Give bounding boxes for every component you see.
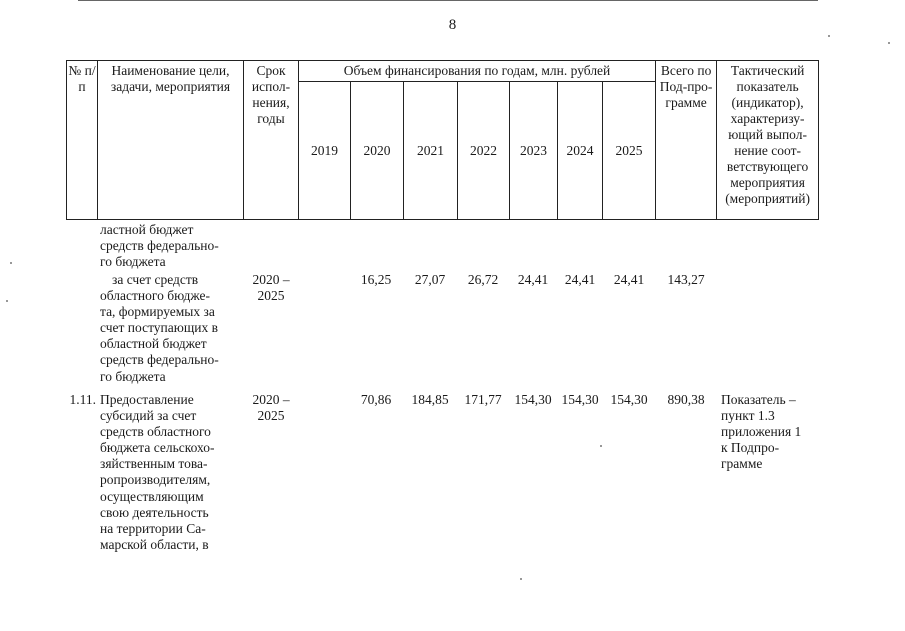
scan-speck	[600, 445, 602, 447]
period-line: 2025	[257, 288, 285, 304]
period-line: 2020 –	[252, 392, 290, 407]
name-line: субсидий за счет	[100, 408, 197, 424]
name-line: областного бюдже-	[100, 288, 210, 304]
value-2023: 154,30	[514, 392, 552, 407]
value-2021: 184,85	[411, 392, 449, 407]
indicator-line: приложения 1	[721, 424, 802, 440]
name-line: бюджета сельскохо-	[100, 440, 215, 456]
scan-speck	[10, 262, 12, 264]
name-line: осуществляющим	[100, 488, 204, 504]
scan-speck	[6, 300, 8, 302]
name-line: марской области, в	[100, 536, 209, 552]
header-total: Всего по Под-про-грамме	[656, 61, 717, 220]
name-line: Предоставление	[100, 392, 194, 407]
name-line: на территории Са-	[100, 520, 206, 536]
value-2021: 27,07	[414, 272, 446, 287]
header-year-2023: 2023	[510, 82, 558, 220]
scan-speck	[888, 42, 890, 44]
period-line: 2020 –	[252, 272, 290, 287]
period-line: 2025	[257, 408, 285, 424]
name-line: ластной бюджет	[100, 222, 194, 237]
name-line: за счет средств	[112, 272, 199, 287]
value-total: 890,38	[667, 392, 705, 407]
header-year-2024: 2024	[558, 82, 603, 220]
scan-speck	[828, 35, 830, 37]
header-indicator: Тактический показатель (индикатор), характеризу-ющий выпол-нение соот-ветствующего мероприятия (мероприятий)	[717, 61, 819, 220]
header-num: № п/п	[67, 61, 98, 220]
scan-speck	[520, 578, 522, 580]
value-2022: 26,72	[467, 272, 499, 287]
top-rule	[78, 0, 818, 1]
value-total: 143,27	[667, 272, 705, 287]
header-year-2022: 2022	[458, 82, 510, 220]
row-number: 1.11.	[69, 392, 96, 407]
header-year-2020: 2020	[351, 82, 404, 220]
name-line: го бюджета	[100, 368, 166, 384]
name-line: счет поступающих в	[100, 320, 218, 336]
name-line: го бюджета	[100, 254, 166, 270]
header-name: Наименование цели, задачи, мероприятия	[98, 61, 244, 220]
table-row	[66, 222, 818, 272]
name-line: та, формируемых за	[100, 304, 215, 320]
row-indicator	[721, 392, 817, 472]
header-year-2021: 2021	[404, 82, 458, 220]
value-2022: 171,77	[464, 392, 502, 407]
value-2023: 24,41	[517, 272, 549, 287]
table-body	[66, 222, 818, 562]
name-line: свою деятельность	[100, 504, 209, 520]
table-header	[66, 60, 819, 220]
header-year-2019: 2019	[299, 82, 351, 220]
value-2025: 24,41	[613, 272, 645, 287]
table-row	[66, 392, 818, 562]
value-2025: 154,30	[610, 392, 648, 407]
indicator-line: Показатель –	[721, 392, 796, 407]
name-line: ропроизводителям,	[100, 472, 211, 488]
name-line: зяйственным това-	[100, 456, 208, 472]
value-2020: 16,25	[360, 272, 392, 287]
value-2024: 154,30	[561, 392, 599, 407]
row-name	[100, 222, 270, 270]
indicator-line: грамме	[721, 456, 763, 472]
table-row	[66, 272, 818, 392]
page-number: 8	[448, 17, 457, 33]
header-year-2025: 2025	[603, 82, 656, 220]
row-period	[244, 392, 298, 424]
indicator-line: пункт 1.3	[721, 408, 775, 424]
name-line: средств областного	[100, 424, 211, 440]
header-funding: Объем финансирования по годам, млн. рублей	[299, 61, 656, 82]
name-line: областной бюджет	[100, 336, 207, 352]
name-line: средств федерально-	[100, 352, 219, 368]
value-2024: 24,41	[564, 272, 596, 287]
row-period	[244, 272, 298, 304]
value-2020: 70,86	[360, 392, 392, 407]
indicator-line: к Подпро-	[721, 440, 780, 456]
name-line: средств федерально-	[100, 238, 219, 254]
header-period: Срок испол-нения, годы	[244, 61, 299, 220]
